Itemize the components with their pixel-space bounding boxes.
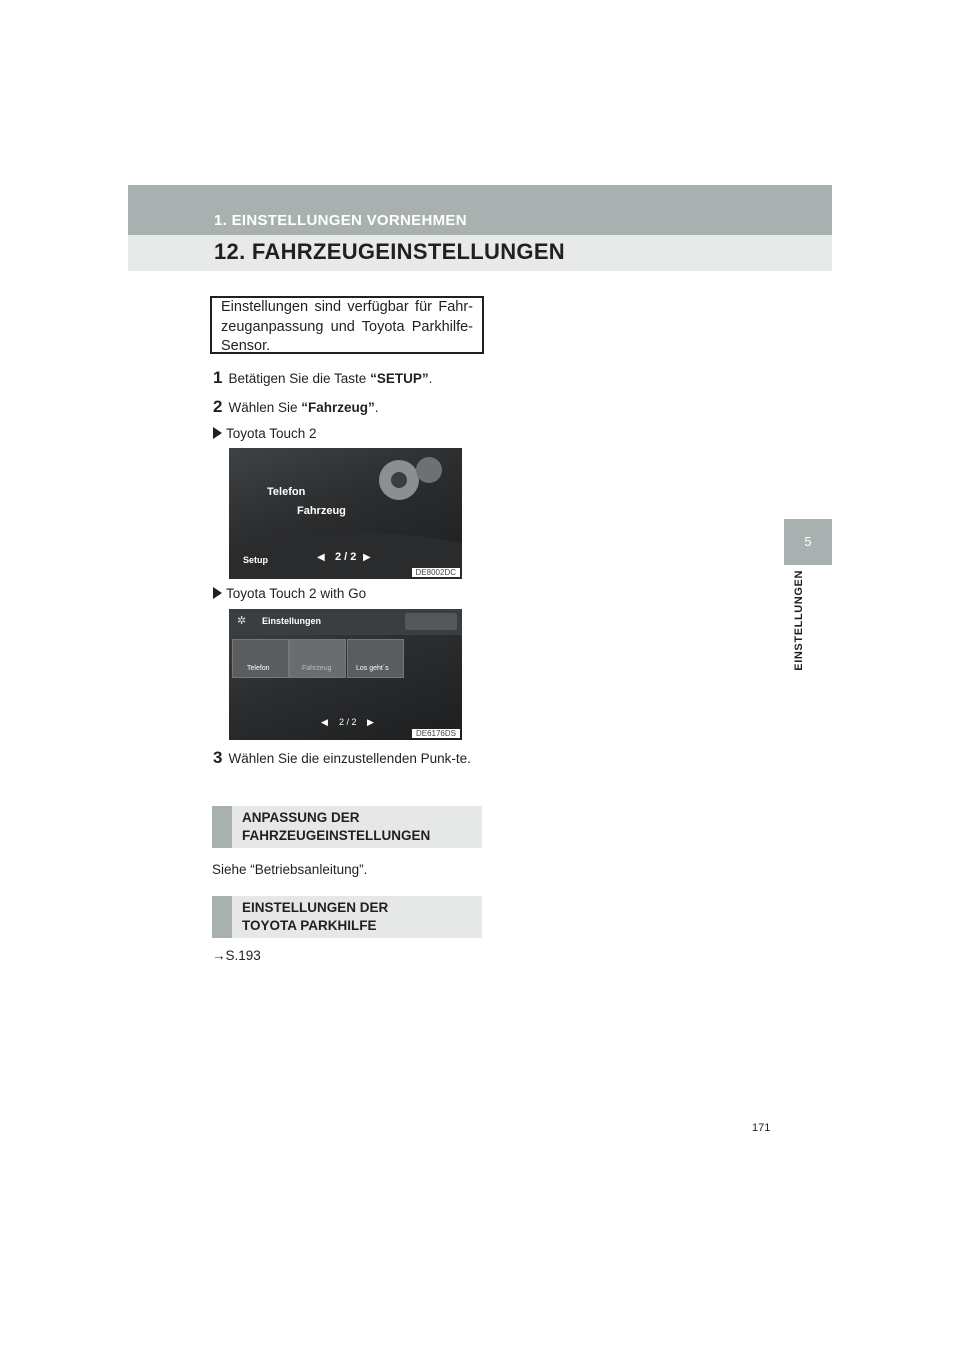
variant-heading-2	[213, 586, 366, 601]
step-tail: .	[428, 371, 433, 386]
figure-code: DE8002DC	[412, 568, 460, 577]
button-label: Los geht´s	[356, 665, 389, 672]
step-emphasis: “SETUP”	[370, 371, 429, 386]
chapter-tab	[784, 519, 832, 565]
screenshot-touch2-go	[229, 609, 462, 740]
page-title-bar	[128, 235, 832, 271]
page-reference-link[interactable]: →S.193	[212, 948, 261, 963]
next-arrow-icon: ▶	[367, 717, 374, 727]
settings-title-bar	[229, 609, 462, 635]
chapter-label: EINSTELLUNGEN	[793, 570, 805, 671]
fahrzeug-button[interactable]	[289, 639, 346, 678]
section-marker	[212, 806, 232, 848]
chapter-section-title: 1. EINSTELLUNGEN VORNEHMEN	[214, 212, 467, 229]
page-indicator: 2 / 2	[339, 717, 357, 727]
variant-label: Toyota Touch 2	[226, 426, 317, 441]
section-title-line: ANPASSUNG DER	[242, 810, 360, 825]
chapter-number: 5	[804, 534, 812, 549]
section-body-1: Siehe “Betriebsanleitung”.	[212, 862, 368, 877]
section-parking-aid	[212, 896, 482, 938]
telefon-label: Telefon	[267, 486, 306, 498]
step-emphasis: “Fahrzeug”	[301, 400, 375, 415]
step-number: 2	[213, 397, 223, 416]
settings-title: Einstellungen	[262, 616, 322, 626]
section-title-line: FAHRZEUGEINSTELLUNGEN	[242, 828, 431, 843]
section-marker	[212, 896, 232, 938]
section-title	[242, 899, 388, 935]
section-vehicle-settings	[212, 806, 482, 848]
chapter-section-header	[128, 185, 832, 235]
step-text: Betätigen Sie die Taste	[228, 371, 371, 386]
screenshot-touch2	[229, 448, 462, 579]
step-tail: .	[374, 400, 379, 415]
step-2	[213, 397, 379, 417]
telefon-button[interactable]	[232, 639, 289, 678]
chapter-side-label	[790, 570, 808, 690]
step-3	[213, 748, 483, 769]
button-label: Telefon	[247, 665, 270, 672]
page-number: 171	[752, 1122, 771, 1134]
button-label: Fahrzeug	[302, 665, 332, 672]
variant-heading-1	[213, 426, 317, 441]
los-gehts-button[interactable]	[347, 639, 404, 678]
intro-text: Einstellungen sind verfügbar für Fahr-zeuganpassung und Toyota Parkhilfe-Sensor.	[221, 299, 473, 354]
step-number: 3	[213, 748, 223, 767]
page-title: 12. FAHRZEUGEINSTELLUNGEN	[214, 239, 565, 264]
fahrzeug-label: Fahrzeug	[297, 505, 346, 517]
step-1	[213, 368, 432, 388]
triangle-bullet-icon	[213, 427, 222, 439]
variant-label: Toyota Touch 2 with Go	[226, 586, 367, 601]
intro-box	[210, 296, 484, 354]
status-icons	[405, 613, 457, 630]
step-text: Wählen Sie	[228, 400, 302, 415]
prev-arrow-icon: ◀	[317, 552, 325, 563]
section-title	[242, 809, 430, 845]
step-number: 1	[213, 368, 223, 387]
page-indicator: 2 / 2	[335, 551, 357, 563]
setup-label: Setup	[243, 555, 269, 565]
prev-arrow-icon: ◀	[321, 717, 328, 727]
section-title-line: EINSTELLUNGEN DER	[242, 900, 389, 915]
step-text: Wählen Sie die einzustellenden Punk-te.	[228, 751, 471, 766]
triangle-bullet-icon	[213, 587, 222, 599]
next-arrow-icon: ▶	[363, 552, 371, 563]
gear-icon: ✲	[237, 615, 247, 627]
figure-code: DE6176DS	[412, 729, 460, 738]
section-title-line: TOYOTA PARKHILFE	[242, 918, 377, 933]
